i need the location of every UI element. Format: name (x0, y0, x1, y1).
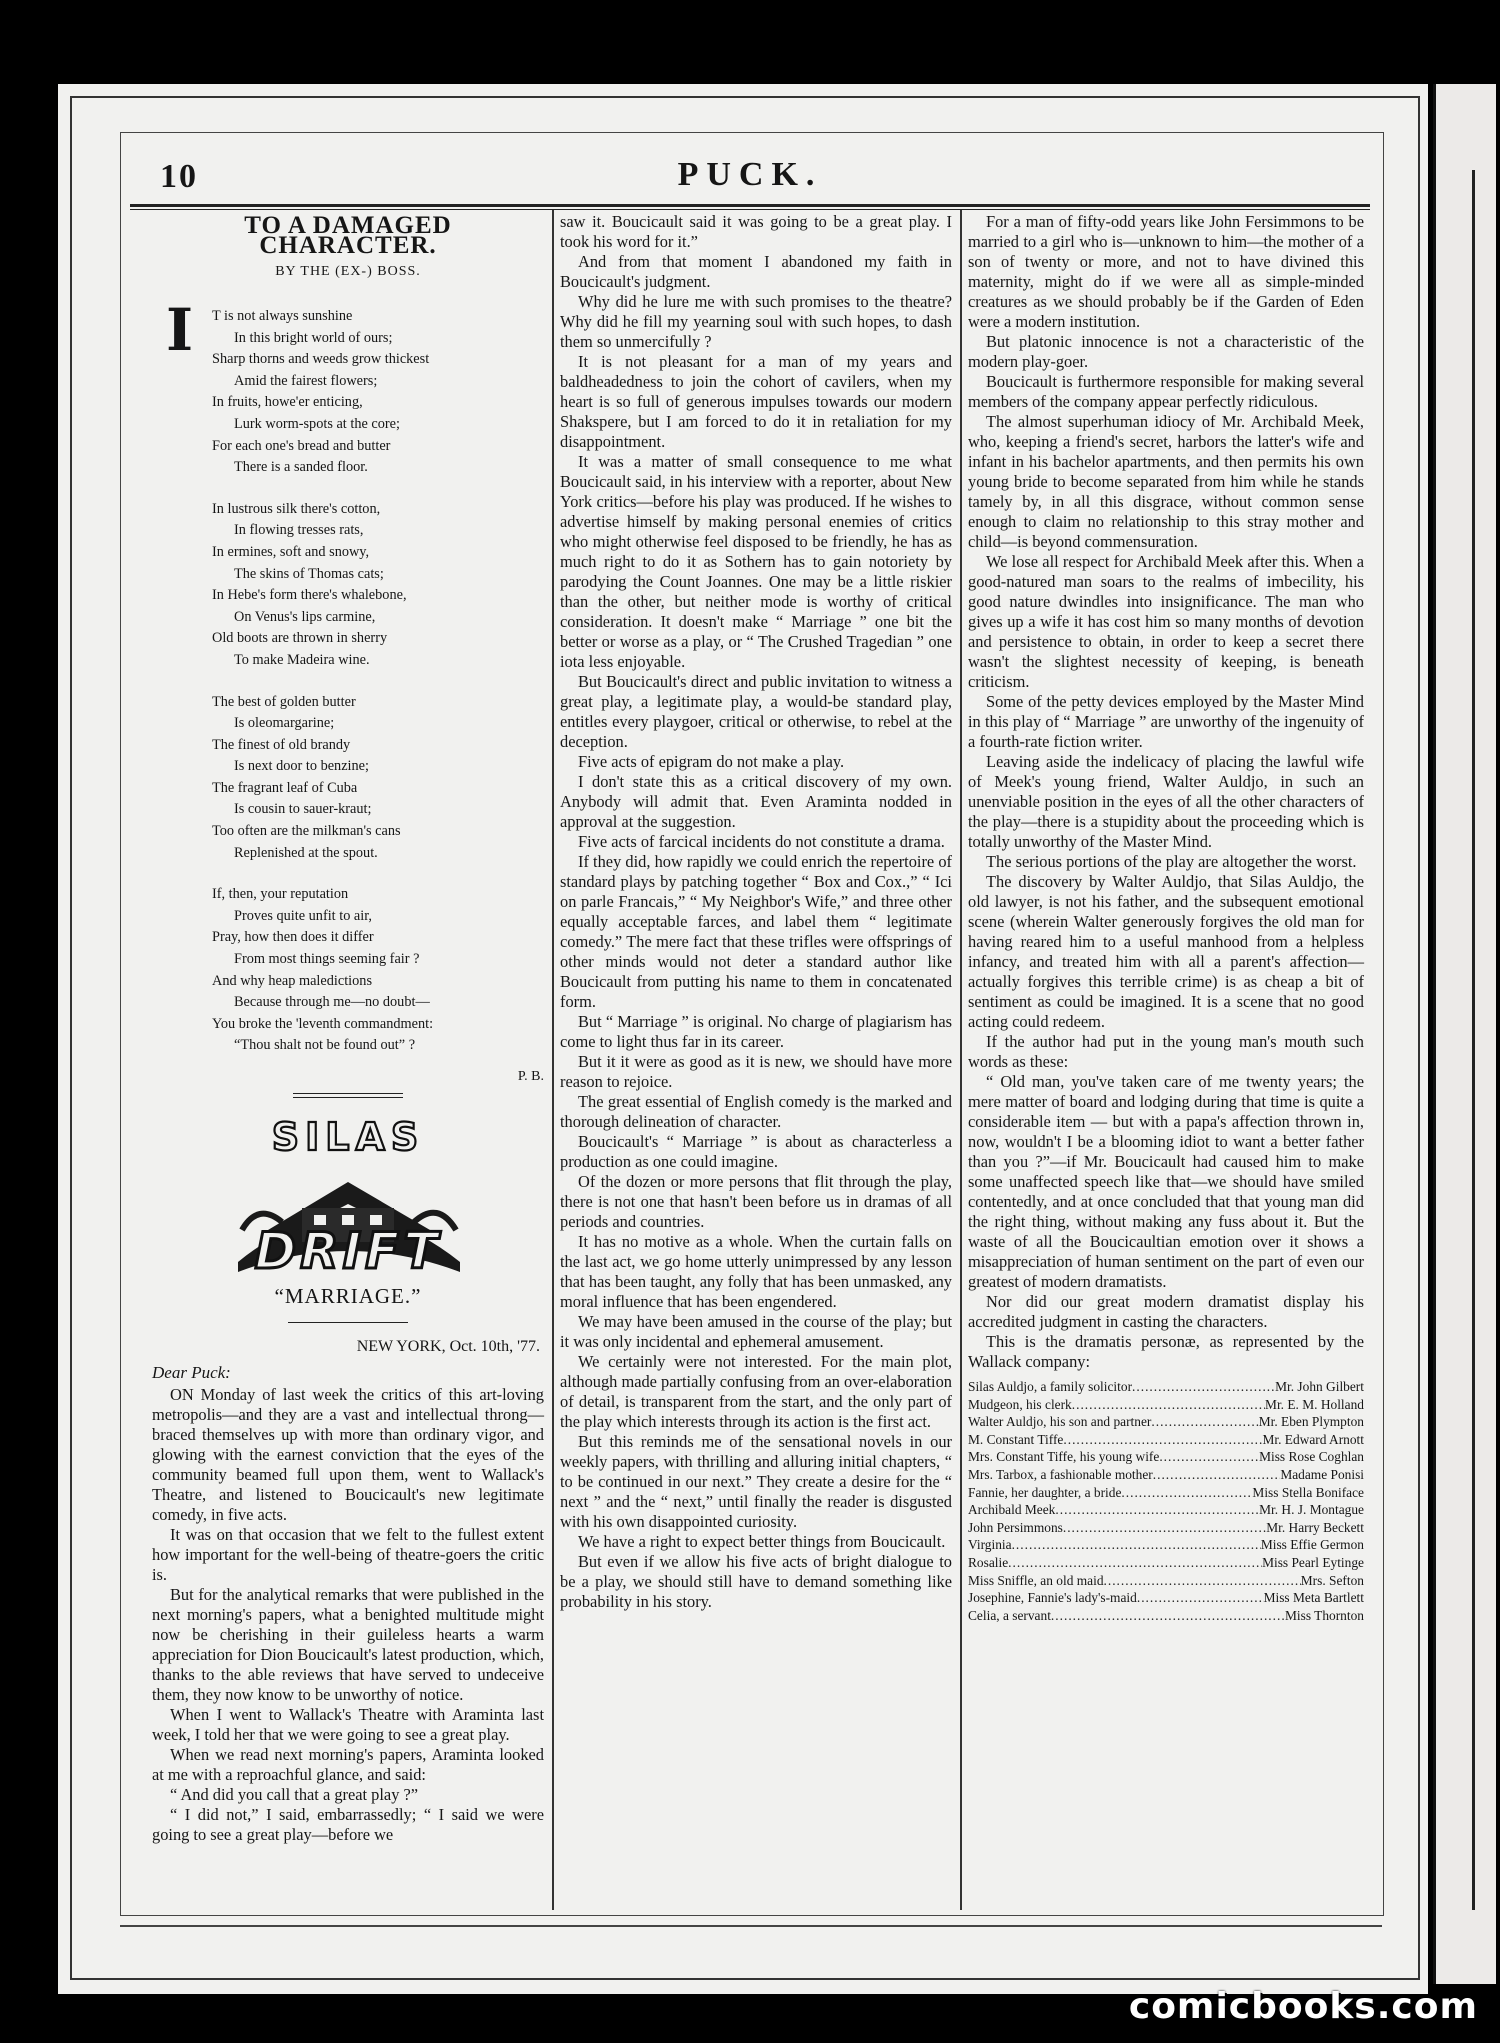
cast-role: M. Constant Tiffe (968, 1431, 1064, 1447)
poem-line: Is cousin to sauer-kraut; (234, 801, 372, 818)
article-paragraph: “ And did you call that a great play ?” (170, 1785, 419, 1804)
article-paragraph: But it it were as good as it is new, we should have more reason to rejoice. (560, 1052, 952, 1091)
cast-role: Rosalie (968, 1554, 1009, 1570)
article-paragraph: We have a right to expect better things from Boucicault. (578, 1532, 946, 1551)
cast-role: Silas Auldjo, a family solicitor (968, 1379, 1133, 1394)
cast-actor: Miss Thornton (1285, 1607, 1364, 1623)
poem-line: On Venus's lips carmine, (234, 608, 376, 625)
poem-drop-cap: I (166, 296, 194, 364)
cast-leader-dots (1012, 1536, 1261, 1554)
article-paragraph: I don't state this as a critical discovery of my own. Anybody will admit that. Even Araminta nodded in approval at the suggestion. (560, 772, 952, 831)
article-paragraph: Some of the petty devices employed by the Master Mind in this play of “ Marriage ” are unworthy of the ingenuity of a fourth-rate fiction writer. (968, 692, 1364, 751)
poem-line: I T is not always sunshine (166, 296, 353, 364)
poem-signature: P. B. (517, 1069, 544, 1084)
article-paragraph: Boucicault's “ Marriage ” is about as characterless a production as one could imagine. (560, 1132, 952, 1171)
article-paragraph: But Boucicault's direct and public invitation to witness a great play, a legitimate play, a would-be standard play, entitles every playgoer, critical or otherwise, to rebel at the deception. (560, 672, 952, 751)
watermark-text: comicbooks.com (1128, 1986, 1478, 2027)
cast-role: John Persimmons (968, 1519, 1063, 1535)
column-2 (560, 212, 952, 1612)
article-paragraph: But “ Marriage ” is original. No charge of plagiarism has come to light thus far in its career. (560, 1012, 952, 1051)
page-border-bottom-rule (120, 1925, 1382, 1927)
masthead-rule-thin (130, 209, 1370, 210)
cast-actor: Madame Ponisi (1280, 1466, 1364, 1482)
article-title: “MARRIAGE.” (274, 1284, 422, 1308)
article-paragraph: We may have been amused in the course of the play; but it was only incidental and ephemeral amusement. (560, 1312, 952, 1351)
silas-drift-logo (198, 1112, 498, 1282)
article-paragraph: The almost superhuman idiocy of Mr. Archibald Meek, who, keeping a friend's secret, harbors the latter's wife and infant in his bachelor apartments, and then permits his own young bride to become separated from him while he stands tamely by, in all this disgrace, without common sense enough to claim no relationship to this stray mother and child—is beyond commensuration. (968, 412, 1364, 551)
article-paragraph: This is the dramatis personæ, as represented by the Wallack company: (968, 1332, 1364, 1371)
poem-stanza (166, 296, 544, 479)
cast-actor: Miss Meta Bartlett (1263, 1590, 1364, 1606)
poem-line: In fruits, howe'er enticing, (212, 394, 363, 411)
poem-body (152, 296, 544, 1057)
column-3 (968, 212, 1364, 1624)
cast-row (968, 1572, 1364, 1590)
cast-leader-dots (1055, 1501, 1259, 1519)
cast-leader-dots (1153, 1466, 1281, 1484)
poem-line: Amid the fairest flowers; (234, 372, 378, 389)
article-paragraph: When we read next morning's papers, Araminta looked at me with a reproachful glance, and said: (152, 1745, 544, 1784)
poem-line: Because through me—no doubt— (234, 994, 430, 1011)
poem-title: TO A DAMAGED CHARACTER. (244, 212, 452, 259)
article-paragraph: saw it. Boucicault said it was going to be a great play. I took his word for it.” (560, 212, 952, 251)
cast-actor: Mr. Edward Arnott (1262, 1431, 1364, 1447)
cast-row (968, 1466, 1364, 1484)
poem-line: In Hebe's form there's whalebone, (212, 587, 407, 604)
masthead-title: PUCK. (677, 156, 823, 193)
poem-line: Is oleomargarine; (234, 715, 335, 732)
cast-leader-dots (1104, 1572, 1301, 1590)
poem-line: In ermines, soft and snowy, (212, 543, 370, 560)
article-paragraph: For a man of fifty-odd years like John Fersimmons to be married to a girl who is—unknown to him—the mother of a son of twenty or more, and not to have divined this maternity, might do if we were all as simple-minded creatures as we should probably be if the Garden of Eden were a modern institution. (968, 212, 1364, 331)
article-paragraph: It was a matter of small consequence to me what Boucicault said, in his interview with a reporter, about New York critics—before his play was produced. If he wishes to advertise himself by making personal enemies of critics who might otherwise feel disposed to be friendly, he has as much right to do it as Sothern has to gain notoriety by parodying the Count Joannes. One may be a little riskier than the other, but neither mode is worthy of critical consideration. It doesn't make “ Marriage ” one bit the better or worse as a play, or “ The Crushed Tragedian ” one iota less enjoyable. (560, 452, 952, 671)
article-paragraph: Five acts of epigram do not make a play. (578, 752, 845, 771)
article-paragraph: ON Monday of last week the critics of this art-loving metropolis—and they are a vast and intellectual throng—braced themselves up with more than ordinary vigor, and glowing with the earnest conviction that the eyes of the community beamed full upon them, went to Wallack's Theatre, and listened to Boucicault's new legitimate comedy, in five acts. (152, 1385, 544, 1524)
poem-line: The best of golden butter (212, 693, 356, 710)
article-salutation: Dear Puck: (152, 1363, 231, 1382)
poem-line: The skins of Thomas cats; (234, 565, 384, 582)
poem-line: In lustrous silk there's cotton, (212, 500, 381, 517)
article-paragraph: But platonic innocence is not a characteristic of the modern play-goer. (968, 332, 1364, 371)
article-paragraph: “ Old man, you've taken care of me twenty years; the mere matter of board and lodging during that time is quite a considerable item — but with a papa's affection thrown in, now, wouldn't I be a blooming idiot to want a better father than you ?”—if Mr. Boucicault had caused him to make some unaffected speech like that—we should have smiled contentedly, and at once concluded that that young man did the right thing, without making any fuss about it. But the waste of all the Boucicaultian emotion over it shows a misappreciation of human sentiment on the part of even our greatest of modern dramatists. (968, 1072, 1364, 1291)
cast-actor: Miss Rose Coghlan (1259, 1449, 1364, 1465)
poem-line: The fragrant leaf of Cuba (212, 779, 358, 796)
article-paragraph: It is not pleasant for a man of my years and baldheadedness to join the cohort of cavilers, when my heart is so full of generous impulses towards our modern Shakspere, but I am forced to do it in retaliation for my disappointment. (560, 352, 952, 451)
masthead (130, 156, 1370, 208)
cast-role: Josephine, Fannie's lady's-maid (968, 1590, 1137, 1606)
cast-row (968, 1413, 1364, 1431)
article-paragraph: Nor did our great modern dramatist display his accredited judgment in casting the characters. (968, 1292, 1364, 1331)
article-paragraph: Leaving aside the indelicacy of placing the lawful wife of Meek's young friend, Walter Auldjo, in such an unenviable position in the eyes of all the other characters of the play—there is a stupidity about the proceeding which is totally unworthy of the Master Mind. (968, 752, 1364, 851)
article-paragraph: Five acts of farcical incidents do not constitute a drama. (578, 832, 945, 851)
cast-role: Mrs. Tarbox, a fashionable mother (968, 1466, 1153, 1482)
article-paragraph: “ I did not,” I said, embarrassedly; “ I said we were going to see a great play—before we (152, 1805, 544, 1844)
poem-line: Lurk worm-spots at the core; (234, 415, 400, 432)
article-column-2-text (560, 212, 952, 1612)
cast-row (968, 1554, 1364, 1572)
cast-role: Mudgeon, his clerk (968, 1396, 1072, 1412)
cast-role: Walter Auldjo, his son and partner (968, 1414, 1152, 1430)
poem-line: Is next door to benzine; (234, 758, 369, 775)
article-paragraph: The discovery by Walter Auldjo, that Silas Auldjo, the old lawyer, is not his father, and the subsequent emotional scene (wherein Walter generously forgives the old man for having reared him to a useful manhood from a helpless infancy, and treated him with all a parent's affection—actually forgives this terrible crime) is as cheap a bit of sentiment as could be imagined. It is a scene that no good acting could redeem. (968, 872, 1364, 1031)
poem-end-rule (293, 1093, 403, 1098)
cast-actor: Miss Effie Germon (1260, 1537, 1364, 1553)
cast-actor: Mr. Harry Beckett (1266, 1519, 1364, 1535)
cast-leader-dots (1063, 1431, 1262, 1449)
poem-line: For each one's bread and butter (212, 437, 391, 454)
poem-line: Proves quite unfit to air, (234, 907, 373, 924)
article-paragraph: The great essential of English comedy is the marked and thorough delineation of character. (560, 1092, 952, 1131)
article-column-1-text (152, 1385, 544, 1845)
poem-line: Replenished at the spout. (234, 844, 378, 861)
cast-row (968, 1501, 1364, 1519)
poem-line: The finest of old brandy (212, 736, 351, 753)
cast-row (968, 1431, 1364, 1449)
poem-line: “Thou shalt not be found out” ? (234, 1037, 416, 1054)
cast-leader-dots (1121, 1484, 1252, 1502)
cast-leader-dots (1159, 1448, 1259, 1466)
poem-stanza (212, 499, 544, 672)
article-paragraph: We lose all respect for Archibald Meek after this. When a good-natured man soars to the realms of imbecility, his good nature dwindles into insignificance. The man who gives up a wife it has cost him so many months of devotion and persistence to obtain, in order to keep a secret there wasn't the slightest necessity of keeping, is beneath criticism. (968, 552, 1364, 691)
cast-row (968, 1448, 1364, 1466)
article-paragraph: If the author had put in the young man's mouth such words as these: (968, 1032, 1364, 1071)
column-divider (960, 210, 962, 1910)
cast-list (968, 1378, 1364, 1624)
article-dateline: NEW YORK, Oct. 10th, '77. (356, 1338, 540, 1355)
cast-role: Celia, a servant (968, 1607, 1051, 1623)
poem-line: In this bright world of ours; (234, 329, 393, 346)
article-paragraph: It has no motive as a whole. When the curtain falls on the last act, we go home utterly unimpressed by any lesson that has been taught, any folly that has been unmasked, any moral influence that has been engendered. (560, 1232, 952, 1311)
cast-actor: Mr. Eben Plympton (1258, 1414, 1364, 1430)
article-paragraph: If they did, how rapidly we could enrich the repertoire of standard plays by patching together “ Box and Cox.,” “ Ici on parle Francais,” “ My Neighbor's Wife,” and three other equally acceptable farces, and label them “ legitimate comedy.” The mere fact that these trifles were offsprings of other minds would not deter a standard author like Boucicault from putting his name to them in concatenated form. (560, 852, 952, 1011)
article-paragraph: We certainly were not interested. For the main plot, although made partially confusing from an over-elaboration of detail, is transparent from the start, and the only part of the play which interests through its action is the first act. (560, 1352, 953, 1431)
poem-line: You broke the 'leventh commandment: (212, 1015, 434, 1032)
page-number: 10 (160, 158, 198, 195)
poem-line: From most things seeming fair ? (234, 951, 420, 968)
article-paragraph: Why did he lure me with such promises to the theatre? Why did he fill my yearning soul with such hopes, to dash them so unmercifully ? (560, 292, 952, 351)
article-paragraph: When I went to Wallack's Theatre with Araminta last week, I told her that we were going to see a great play. (152, 1705, 544, 1744)
poem-stanza (212, 884, 544, 1057)
logo-word-drift: DRIFT (254, 1222, 442, 1280)
poem-byline: BY THE (EX-) BOSS. (275, 264, 421, 279)
cast-actor: Mrs. Sefton (1300, 1572, 1364, 1588)
cast-leader-dots (1137, 1589, 1264, 1607)
adjacent-page-rule (1472, 170, 1475, 1910)
poem-line: Sharp thorns and weeds grow thickest (212, 351, 430, 368)
cast-row (968, 1519, 1364, 1537)
poem-line: In flowing tresses rats, (234, 522, 364, 539)
article-paragraph: Of the dozen or more persons that flit through the play, there is not one that hasn't been before us in dramas of all periods and countries. (560, 1172, 952, 1231)
cast-role: Mrs. Constant Tiffe, his young wife (968, 1449, 1160, 1465)
poem-line: Too often are the milkman's cans (212, 823, 401, 840)
article-paragraph: And from that moment I abandoned my faith in Boucicault's judgment. (560, 252, 952, 291)
cast-row (968, 1536, 1364, 1554)
article-paragraph: It was on that occasion that we felt to the fullest extent how important for the well-being of theatre-goers the critic is. (152, 1525, 544, 1584)
cast-actor: Miss Stella Boniface (1252, 1484, 1364, 1500)
cast-actor: Mr. John Gilbert (1275, 1379, 1364, 1394)
article-paragraph: But this reminds me of the sensational novels in our weekly papers, with thrilling and alluring initial chapters, “ to be continued in our next.” They create a desire for the “ next ” and the “ next,” until finally the reader is disgusted with his own disappointed curiosity. (560, 1432, 952, 1531)
article-paragraph: The serious portions of the play are altogether the worst. (986, 852, 1357, 871)
cast-role: Miss Sniffle, an old maid (968, 1572, 1104, 1588)
article-title-rule (288, 1322, 408, 1323)
poem-line: To make Madeira wine. (234, 651, 370, 668)
cast-actor: Mr. E. M. Holland (1265, 1396, 1364, 1412)
article-paragraph: But even if we allow his five acts of bright dialogue to be a play, we should still have to demand something like probability in his story. (560, 1552, 952, 1611)
poem-line: And why heap maledictions (212, 972, 373, 989)
cast-leader-dots (1132, 1378, 1275, 1396)
cast-row (968, 1378, 1364, 1396)
cast-row (968, 1484, 1364, 1502)
cast-role: Virginia (968, 1537, 1012, 1553)
article-column-3-text (968, 212, 1364, 1372)
poem-line: There is a sanded floor. (234, 459, 368, 476)
adjacent-page-edge (1433, 84, 1496, 1984)
cast-leader-dots (1051, 1607, 1285, 1625)
masthead-rule (130, 204, 1370, 207)
article-paragraph: But for the analytical remarks that were published in the next morning's papers, what a benighted multitude might now be cherishing in their guileless hearts a warm appreciation for Dion Boucicault's latest production, which, thanks to the able reviews that have served to undeceive them, they now know to be unworthy of notice. (152, 1585, 544, 1704)
cast-actor: Mr. H. J. Montague (1259, 1502, 1364, 1518)
logo-word-silas: SILAS (271, 1115, 425, 1159)
cast-row (968, 1396, 1364, 1414)
cast-role: Fannie, her daughter, a bride (968, 1484, 1122, 1500)
poem-stanza (212, 692, 544, 865)
cast-role: Archibald Meek (968, 1502, 1056, 1518)
cast-leader-dots (1151, 1413, 1258, 1431)
poem-line: Pray, how then does it differ (212, 929, 374, 946)
cast-row (968, 1589, 1364, 1607)
poem-line: If, then, your reputation (212, 886, 349, 903)
cast-actor: Miss Pearl Eytinge (1262, 1554, 1364, 1570)
column-divider (552, 210, 554, 1910)
cast-leader-dots (1063, 1519, 1266, 1537)
cast-leader-dots (1008, 1554, 1262, 1572)
poem-line: Old boots are thrown in sherry (212, 630, 388, 647)
column-1 (152, 212, 544, 1845)
cast-row (968, 1607, 1364, 1625)
article-paragraph: Boucicault is furthermore responsible for making several members of the company appear perfectly ridiculous. (968, 372, 1364, 411)
cast-leader-dots (1072, 1396, 1265, 1414)
